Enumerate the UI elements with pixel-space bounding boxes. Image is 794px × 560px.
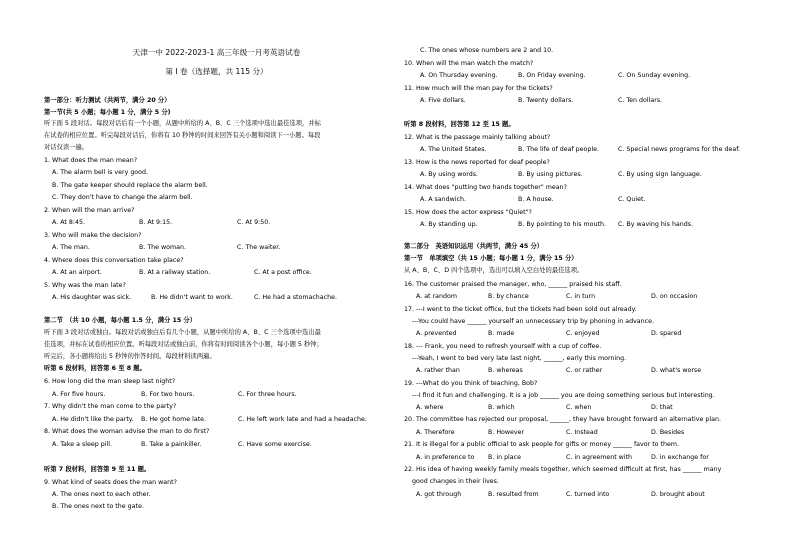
option-a: A. The ones next to each other.	[52, 491, 151, 498]
option-a: A. got through	[416, 491, 462, 498]
option-d: D. what's worse	[651, 367, 702, 374]
question-stem: 7. Why didn't the man come to the party?	[44, 403, 177, 410]
question-stem: 11. How much will the man pay for the tickets?	[404, 85, 553, 92]
part1-section2-heading: 第二节 （共 10 小题，每小题 1.5 分，满分 15 分）	[44, 317, 197, 324]
option-c: C. He had a stomachache.	[254, 294, 337, 301]
option-c: C. enjoyed	[566, 330, 600, 337]
question-stem: ---Yeah, I went to bed very late last night, ______, early this morning.	[412, 355, 627, 362]
option-d: D. spared	[651, 330, 682, 337]
option-c: C. Have some exercise.	[238, 441, 312, 448]
option-d: D. brought about	[651, 491, 705, 498]
question-stem: 17. ---I went to the ticket office, but the tickets had been sold out already.	[404, 306, 637, 313]
option-b: B. He didn't want to work.	[151, 294, 233, 301]
question-stem: 12. What is the passage mainly talking about?	[404, 134, 551, 141]
option-b: B. For two hours.	[141, 391, 195, 398]
question-stem: ---I find it fun and challenging. It is a job ______ you are doing something serious but interesting.	[412, 392, 715, 399]
option-d: D. on occasion	[651, 293, 698, 300]
question-stem: 14. What does "putting two hands together" mean?	[404, 184, 567, 191]
option-b: B. By using pictures.	[518, 171, 583, 178]
option-b: B. However	[488, 429, 525, 436]
option-b: B. which	[488, 404, 515, 411]
part1-section1-heading: 第一节(共 5 小题；每小题 1 分，满分 5 分)	[44, 109, 171, 116]
option-c: C. when	[566, 404, 592, 411]
option-c: C. or rather	[566, 367, 603, 374]
option-a: A. On Thursday evening.	[420, 72, 498, 79]
question-stem: 2. When will the man arrive?	[44, 207, 135, 214]
option-b: B. resulted from	[488, 491, 539, 498]
option-b: B. The woman.	[139, 244, 187, 251]
option-c: C. turned into	[566, 491, 610, 498]
option-a: A. At an airport.	[52, 269, 102, 276]
question-stem: 4. Where does this conversation take place?	[44, 257, 184, 264]
option-a: A. By using words.	[420, 171, 479, 178]
question-stem: 5. Why was the man late?	[44, 282, 126, 289]
option-a: A. Five dollars.	[420, 97, 466, 104]
question-stem: 19. ---What do you think of teaching, Bob?	[404, 380, 538, 387]
option-b: B. At 9:15.	[139, 219, 173, 226]
option-b: B. At a railway station.	[139, 269, 211, 276]
question-stem: 9. What kind of seats does the man want?	[44, 479, 177, 486]
option-c: C. Special news programs for the deaf.	[618, 146, 741, 153]
option-c: C. in turn	[566, 293, 596, 300]
question-stem: ---You could have ______ yourself an unnecessary trip by phoning in advance.	[412, 318, 654, 325]
option-c: C. By using sign language.	[618, 171, 702, 178]
part2-heading: 第二部分 英语知识运用（共两节，满分 45 分）	[404, 243, 544, 250]
option-b: B. He got home late.	[141, 416, 207, 423]
question-stem: 15. How does the actor express "Quiet"?	[404, 209, 532, 216]
option-b: B. in place	[488, 454, 522, 461]
option-b: B. By pointing to his mouth.	[518, 221, 606, 228]
option-b: B. made	[488, 330, 515, 337]
option-a: A. His daughter was sick.	[52, 294, 132, 301]
instruction-line: 听下面 3 段对话或独白。每段对话或独白后有几个小题，从题中所给的 A、B、C 三个选项中选出最	[44, 329, 321, 336]
option-c: C. At 9:50.	[237, 219, 271, 226]
question-stem: 1. What does the man mean?	[44, 157, 138, 164]
instruction-line: 听下面 5 段对话。每段对话后有一个小题，从题中所给的 A、B、C 三个选项中选出最佳选项，并标	[44, 120, 321, 127]
option-c: C. He left work late and had a headache.	[238, 416, 367, 423]
option-a: A. The man.	[52, 244, 90, 251]
part1-heading: 第一部分：听力测试（共两节，满分 20 分）	[44, 97, 171, 104]
option-c: C. The waiter.	[237, 244, 281, 251]
option-a: A. The alarm bell is very good.	[52, 169, 149, 176]
option-b: B. On Friday evening.	[518, 72, 586, 79]
option-b: B. by chance	[488, 293, 529, 300]
instruction-line: 在试卷的相应位置。听完每段对话后，你将有 10 秒钟的时间来回答有关小题和阅读下一小题。每段	[44, 132, 321, 139]
option-c: C. At a post office.	[254, 269, 312, 276]
option-a: A. where	[416, 404, 444, 411]
option-b: B. The gate keeper should replace the alarm bell.	[52, 182, 208, 189]
instruction-line: 听完后，各小题将给出 5 秒钟的作答时间。每段材料读两遍。	[44, 353, 216, 360]
option-a: A. For five hours.	[52, 391, 106, 398]
option-b: B. The life of deaf people.	[518, 146, 599, 153]
option-b: B. The ones next to the gate.	[52, 503, 144, 510]
option-b: B. Take a painkiller.	[141, 441, 202, 448]
question-stem: 3. Who will make the decision?	[44, 232, 142, 239]
instruction-line: 佳选项，并标在试卷的相应位置。听每段对话或独白前，你将有时间阅读各个小题，每小题 5 秒钟；	[44, 341, 323, 348]
material-label: 听第 7 段材料，回答第 9 至 11 题。	[44, 466, 151, 473]
question-stem: 21. It is illegal for a public official to ask people for gifts or money ______ favor to them.	[404, 441, 680, 448]
question-stem: 8. What does the woman advise the man to do first?	[44, 428, 210, 435]
option-a: A. at random	[416, 293, 457, 300]
option-a: A. Take a sleep pill.	[52, 441, 113, 448]
option-c: C. They don't have to change the alarm bell.	[52, 194, 193, 201]
option-c: C. Instead	[566, 429, 598, 436]
option-a: A. prevented	[416, 330, 457, 337]
question-stem: 10. When will the man watch the match?	[404, 60, 534, 67]
question-stem: 22. His idea of having weekly family meals together, which seemed difficult at first, has ______ many	[404, 466, 722, 473]
part2-section1-heading: 第一节 单项填空（共 15 小题；每小题 1 分，满分 15 分）	[404, 255, 578, 262]
option-b: B. whereas	[488, 367, 523, 374]
option-a: A. in preference to	[416, 454, 475, 461]
instruction-line: 从 A、B、C、D 四个选项中，选出可以填入空白处的最佳选项。	[404, 267, 584, 274]
option-a: A. rather than	[416, 367, 460, 374]
option-c: C. in agreement with	[566, 454, 633, 461]
option-d: D. in exchange for	[651, 454, 709, 461]
option-a: A. At 8:45.	[52, 219, 86, 226]
exam-subtitle: 第 I 卷（选择题，共 115 分）	[165, 67, 268, 76]
option-a: A. A sandwich.	[420, 196, 466, 203]
material-label: 听第 6 段材料，回答第 6 至 8 题。	[44, 365, 146, 372]
option-c: C. Quiet.	[618, 196, 646, 203]
question-stem: 13. How is the news reported for deaf people?	[404, 159, 550, 166]
option-b: B. A house.	[518, 196, 554, 203]
option-a: A. The United States.	[420, 146, 487, 153]
question-stem: 20. The committee has rejected our proposal, ______, they have brought forward an alternative plan.	[404, 416, 721, 423]
exam-title: 天津一中 2022-2023-1 高三年级一月考英语试卷	[132, 48, 301, 57]
option-c: C. The ones whose numbers are 2 and 10.	[420, 47, 554, 54]
option-c: C. By waving his hands.	[618, 221, 694, 228]
question-stem: 16. The customer praised the manager, who, ______ praised his staff.	[404, 281, 622, 288]
material-label: 听第 8 段材料，回答第 12 至 15 题。	[404, 121, 515, 128]
option-d: D. that	[651, 404, 673, 411]
question-stem: 18. --- Frank, you need to refresh yourself with a cup of coffee.	[404, 343, 602, 350]
option-b: B. Twenty dollars.	[518, 97, 574, 104]
instruction-line: 对话仅读一遍。	[44, 144, 89, 151]
option-c: C. For three hours.	[238, 391, 297, 398]
option-a: A. By standing up.	[420, 221, 478, 228]
option-d: D. Besides	[651, 429, 685, 436]
question-stem: good changes in their lives.	[412, 478, 499, 485]
option-a: A. He didn't like the party.	[52, 416, 134, 423]
option-c: C. Ten dollars.	[618, 97, 663, 104]
question-stem: 6. How long did the man sleep last night?	[44, 378, 176, 385]
option-c: C. On Sunday evening.	[618, 72, 691, 79]
option-a: A. Therefore	[416, 429, 455, 436]
